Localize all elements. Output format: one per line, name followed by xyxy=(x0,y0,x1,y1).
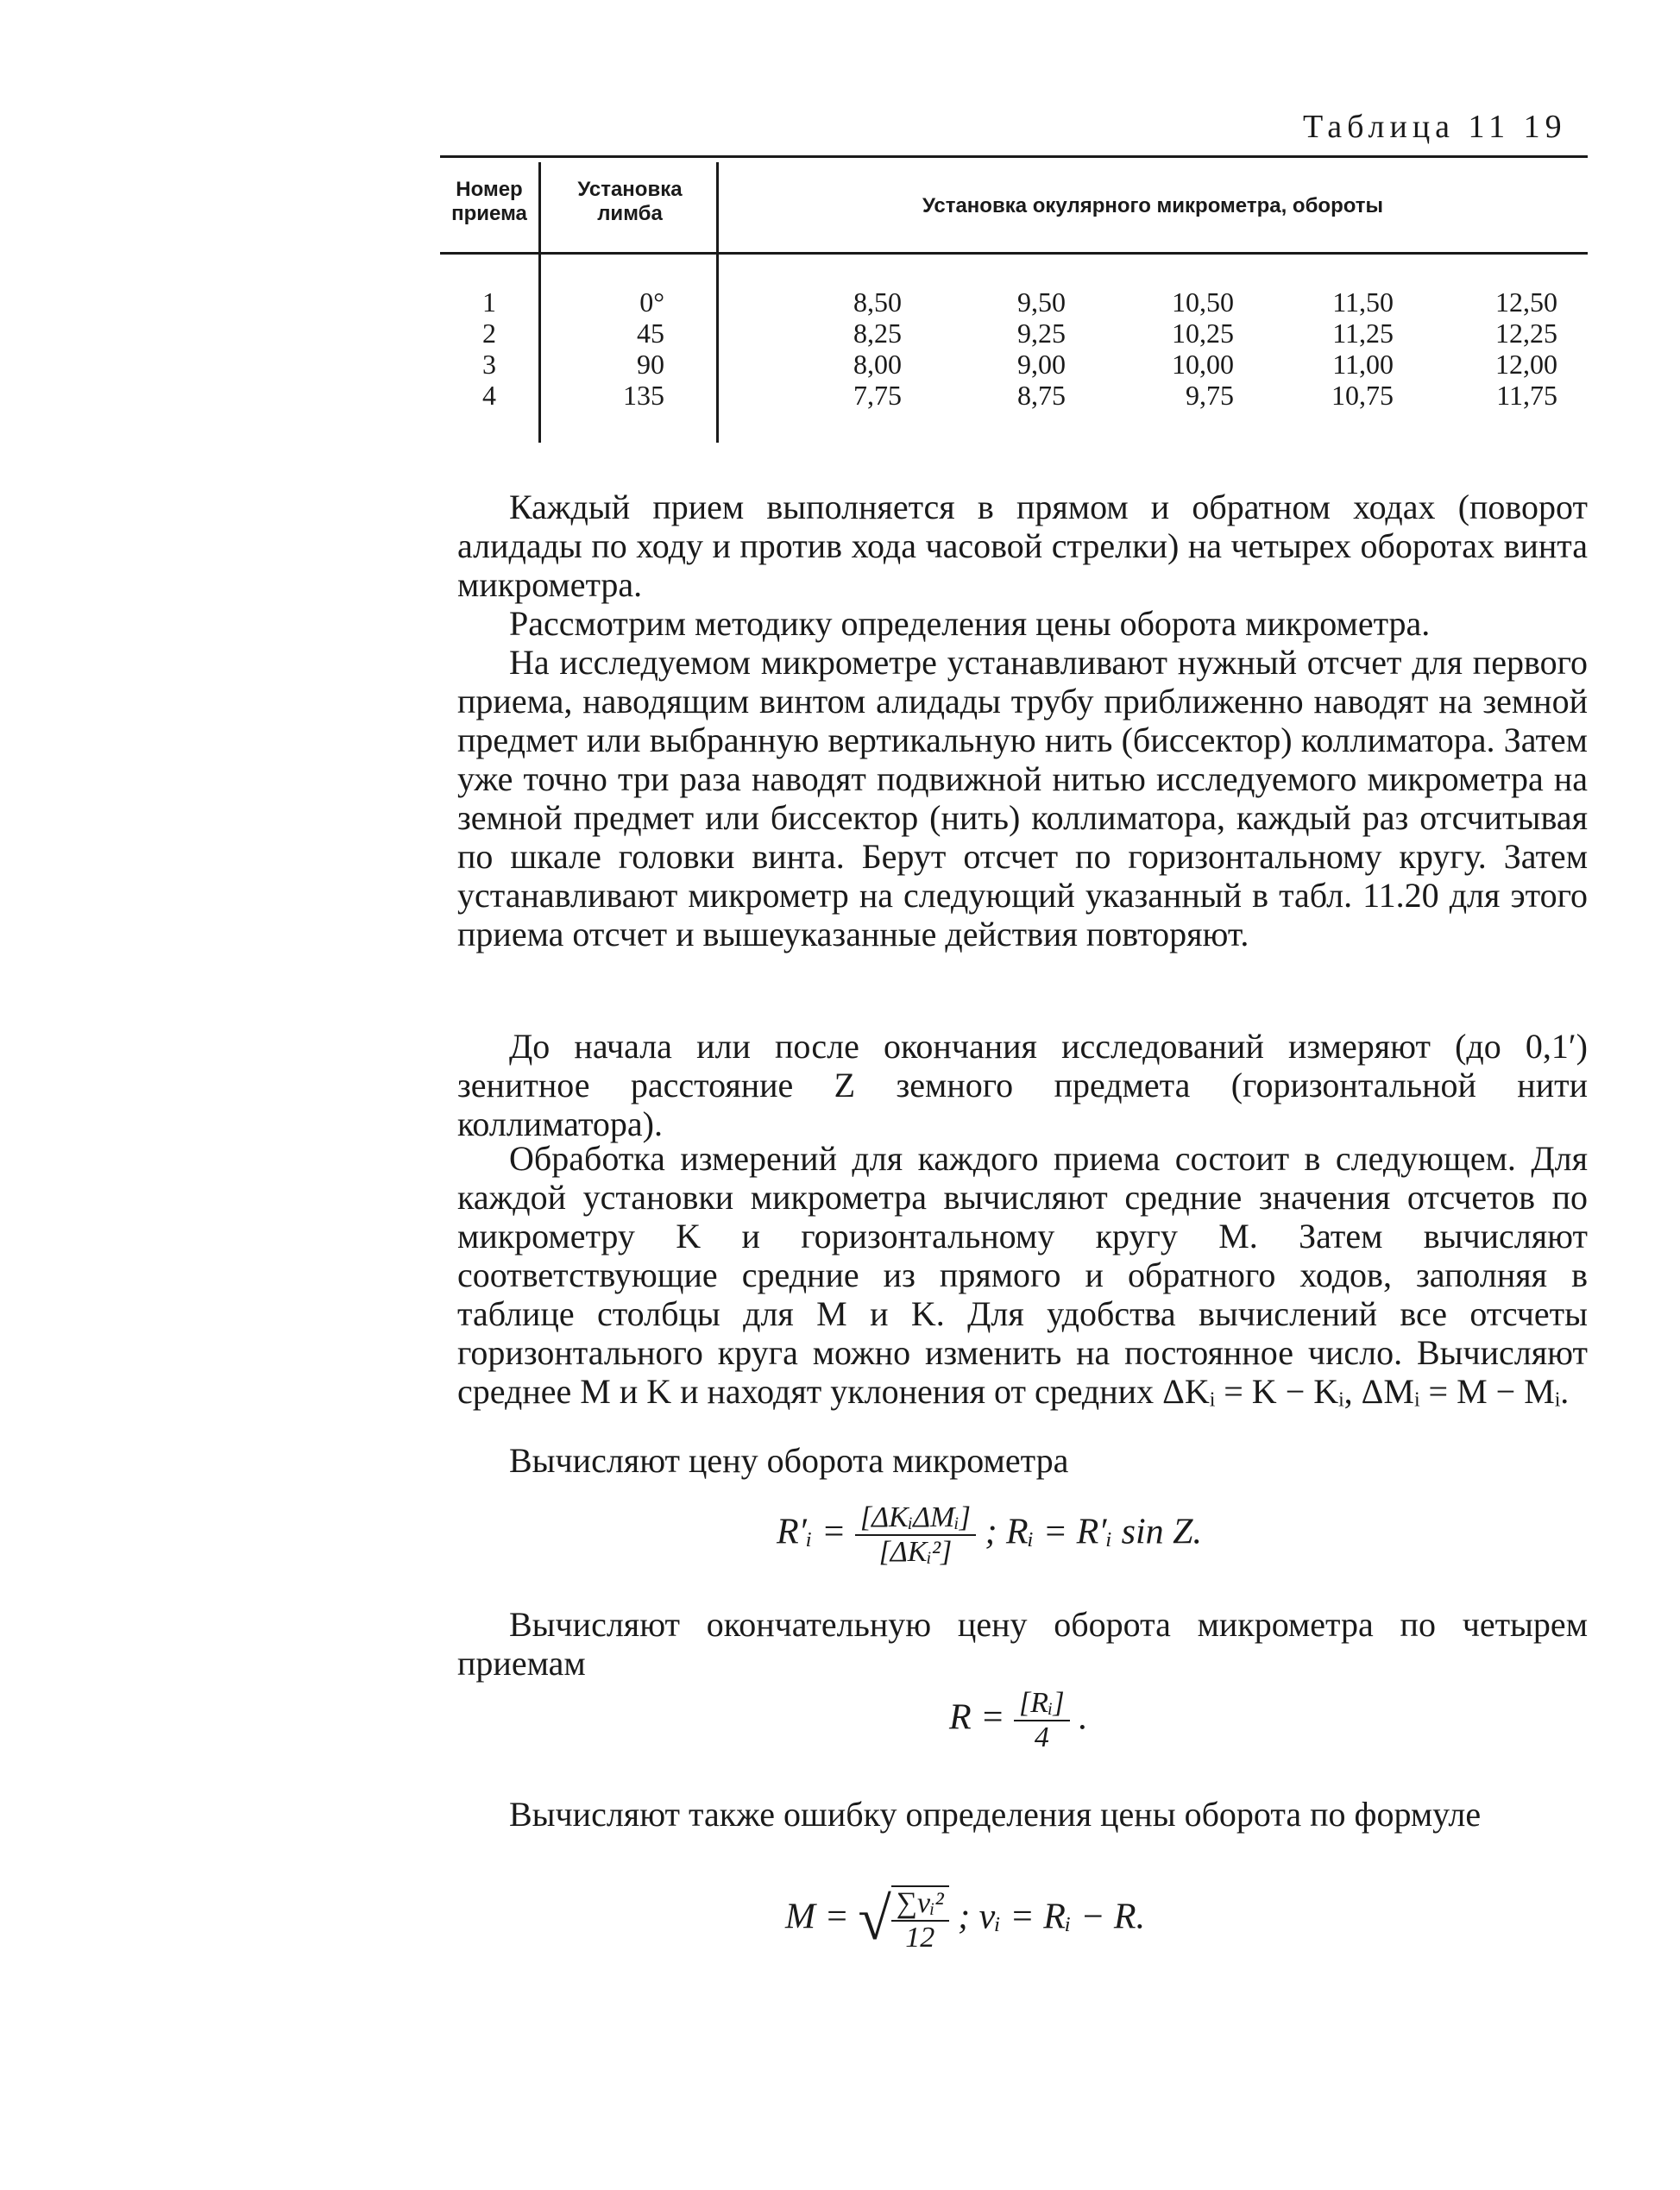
formula-lhs: R = xyxy=(949,1697,1005,1738)
paragraph: На исследуемом микрометре устанавливают нужный отсчет для первого приема, наводящим винтом алидады трубу приближенно наводят на земной предмет или выбранную вертикальную нить (биссектор) коллиматора. Затем уже точно три раза наводят подвижной нитью исследуемого микрометра на земной предмет или биссектор (нить) коллиматора, каждый раз отсчитывая по шкале головки винта. Берут отсчет по горизонтальному кругу. Затем устанавливают микрометр на следующий указанный в табл. 11.20 для этого приема отсчет и вышеуказанные действия повторяют. xyxy=(457,643,1588,953)
row-value: 10,00 xyxy=(1172,349,1234,380)
paragraph: Вычисляют окончательную цену оборота микрометра по четырем приемам xyxy=(457,1605,1588,1683)
row-value: 11,25 xyxy=(1332,318,1394,349)
paragraph: Каждый прием выполняется в прямом и обратном ходах (поворот алидады по ходу и против хода часовой стрелки) на четырех оборотах винта микрометра. xyxy=(457,488,1588,604)
header-limb-setting: Установка лимба xyxy=(577,178,683,225)
row-limb: 0° xyxy=(639,286,664,318)
row-value: 9,75 xyxy=(1186,380,1234,411)
row-value: 9,50 xyxy=(1017,286,1066,318)
formula-rhs: . xyxy=(1079,1697,1088,1738)
table-caption: Таблица 11 19 xyxy=(1303,109,1567,145)
row-value: 10,75 xyxy=(1331,380,1394,411)
table-column-divider xyxy=(716,162,719,443)
paragraph: До начала или после окончания исследований измеряют (до 0,1′) зенитное расстояние Z земного предмета (горизонтальной нити коллиматора). xyxy=(457,1027,1588,1143)
formula-fraction xyxy=(855,1501,976,1569)
data-table xyxy=(440,155,1588,449)
formula-denominator: [ΔKᵢ²] xyxy=(878,1536,953,1568)
formula-rhs: ; vᵢ = Rᵢ − R. xyxy=(958,1897,1146,1937)
paragraph: Вычисляют также ошибку определения цены оборота по формуле xyxy=(509,1795,1482,1834)
row-number: 3 xyxy=(482,349,496,380)
formula-final-value xyxy=(949,1687,1088,1754)
row-value: 11,75 xyxy=(1496,380,1557,411)
row-value: 8,00 xyxy=(853,349,902,380)
formula-fraction xyxy=(1014,1687,1070,1754)
formula-lhs: M = xyxy=(785,1897,849,1937)
paragraph: Обработка измерений для каждого приема состоит в следующем. Для каждой установки микрометра вычисляют средние значения отсчетов по микрометру K и горизонтальному кругу M. Затем вычисляют соответствующие средние из прямого и обратного ходов, заполняя в таблице столбцы для M и K. Для удобства вычислений все отсчеты горизонтального круга можно изменить на постоянное число. Вычисляют среднее M и K и находят уклонения от средних ΔKᵢ = K − Kᵢ, ΔMᵢ = M − Mᵢ. xyxy=(457,1139,1588,1411)
row-limb: 135 xyxy=(623,380,664,411)
row-value: 11,00 xyxy=(1332,349,1394,380)
row-limb: 90 xyxy=(637,349,664,380)
table-column-divider xyxy=(538,162,541,443)
paragraph: Вычисляют цену оборота микрометра xyxy=(509,1441,1069,1480)
formula-rhs: ; Rᵢ = R′ᵢ sin Z. xyxy=(985,1512,1202,1552)
row-value: 10,25 xyxy=(1172,318,1234,349)
sqrt-icon: √ xyxy=(858,1886,891,1953)
formula-error xyxy=(785,1885,1145,1954)
row-value: 12,00 xyxy=(1495,349,1557,380)
formula-denominator: 4 xyxy=(1034,1721,1049,1753)
formula-numerator: [Rᵢ] xyxy=(1014,1687,1070,1721)
row-value: 11,50 xyxy=(1332,286,1394,318)
row-value: 12,25 xyxy=(1495,318,1557,349)
header-micrometer-setting: Установка окулярного микрометра, обороты xyxy=(922,194,1384,217)
formula-fraction xyxy=(891,1885,949,1954)
row-value: 8,25 xyxy=(853,318,902,349)
row-limb: 45 xyxy=(637,318,664,349)
table-top-rule xyxy=(440,155,1588,158)
row-value: 10,50 xyxy=(1172,286,1234,318)
row-number: 1 xyxy=(482,286,496,318)
row-value: 9,25 xyxy=(1017,318,1066,349)
header-reception-number: Номер приема xyxy=(451,178,527,225)
formula-denominator: 12 xyxy=(905,1922,935,1954)
row-value: 12,50 xyxy=(1495,286,1557,318)
formula-numerator: ∑vᵢ² xyxy=(891,1887,949,1922)
row-number: 4 xyxy=(482,380,496,411)
row-value: 7,75 xyxy=(853,380,902,411)
row-value: 9,00 xyxy=(1017,349,1066,380)
formula-lhs: R′ᵢ = xyxy=(777,1512,846,1552)
row-number: 2 xyxy=(482,318,496,349)
table-header-rule xyxy=(440,252,1588,255)
row-value: 8,50 xyxy=(853,286,902,318)
formula-rev-value xyxy=(777,1501,1202,1569)
paragraph: Рассмотрим методику определения цены оборота микрометра. xyxy=(509,604,1431,643)
formula-numerator: [ΔKᵢΔMᵢ] xyxy=(855,1501,976,1536)
row-value: 8,75 xyxy=(1017,380,1066,411)
